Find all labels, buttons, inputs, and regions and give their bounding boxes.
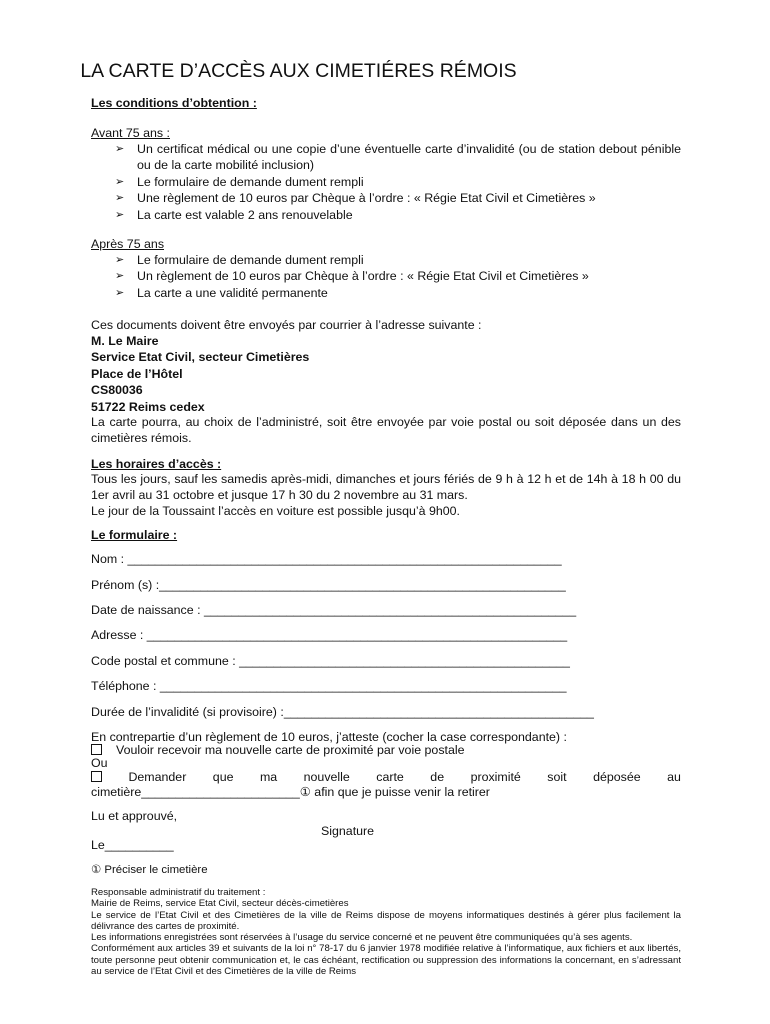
horaires-text: Tous les jours, sauf les samedis après-midi, dimanches et jours fériés de 9 h à 12 h et de 14h à 18 h 00 du 1er avril au 31 octobre et jusque 17 h 30 du 2 novembre au 31 mars. [91,472,681,503]
option-deposee [91,769,681,785]
document-title: LA CARTE D’ACCÈS AUX CIMETIÉRES RÉMOIS [80,60,517,82]
footer-line: Les informations enregistrées sont réservées à l’usage du service concerné et ne peuvent être communiquées qu’à ses agents. [91,932,633,944]
footer-line: Le service de l’Etat Civil et des Cimetières de la ville de Reims dispose de moyens informatiques destinés à gérer plus facilement la délivrance des cartes de proximité. [91,909,681,932]
duree-invalidite-field[interactable]: Durée de l’invalidité (si provisoire) :_____________________________________________ [91,705,594,719]
address-line: Place de l’Hôtel [91,366,183,381]
checkbox-postale[interactable] [91,744,102,755]
toussaint-text: Le jour de la Toussaint l’accès en voiture est possible jusqu’à 9h00. [91,504,460,518]
list-item: ➢ Un certificat médical ou une copie d’une éventuelle carte d’invalidité (ou de station debout pénible ou de la carte mobilité inclusion) [115,142,681,173]
date-naissance-field[interactable]: Date de naissance : ______________________________________________________ [91,603,577,617]
cimetiere-field[interactable]: cimetière_______________________① afin que je puisse venir la retirer [91,785,490,799]
lu-approuve: Lu et approuvé, [91,809,178,823]
arrow-bullet-icon: ➢ [115,254,125,266]
code-postal-field[interactable]: Code postal et commune : ________________________________________________ [91,654,570,668]
option-word: proximité [470,770,521,784]
footer-line: Mairie de Reims, service Etat Civil, secteur décès-cimetières [91,898,349,910]
list-item: ➢ La carte a une validité permanente [115,285,328,300]
option-word: Demander [128,770,187,784]
arrow-bullet-icon: ➢ [115,286,125,299]
option-word: déposée [593,770,641,784]
delivery-note: La carte pourra, au choix de l’administré, soit être envoyée par voie postal ou soit déposée dans un des cimetières rémois. [91,415,681,446]
arrow-bullet-icon: ➢ [115,208,125,221]
address-block [91,333,681,415]
telephone-field[interactable]: Téléphone : ___________________________________________________________ [91,679,567,693]
avant-75-list [91,141,681,223]
prenom-field[interactable]: Prénom (s) :___________________________________________________________ [91,578,566,592]
list-item: ➢ La carte est valable 2 ans renouvelable [115,207,353,222]
option-postale-label: Vouloir recevoir ma nouvelle carte de proximité par voie postale [116,743,465,757]
horaires-heading: Les horaires d’accès : [91,457,222,471]
apres-75-label: Après 75 ans [91,237,165,251]
option-word: ma [259,770,278,784]
avant-75-label: Avant 75 ans : [91,126,170,140]
footer-line: Conformément aux articles 39 et suivants de la loi n° 78-17 du 6 janvier 1978 modifiée relative à l’informatique, aux fichiers et aux libertés, toute personne peut obtenir communication et, le cas échéant, rectification ou suppression des informations la concernant, en s’adressant au service de l’Etat Civil et des Cimetières de la ville de Reims [91,943,681,978]
attest-text: En contrepartie d’un règlement de 10 euros, j’atteste (cocher la case correspondante) : [91,730,567,744]
conditions-heading: Les conditions d’obtention : [91,96,257,110]
adresse-field[interactable]: Adresse : _____________________________________________________________ [91,628,568,642]
option-word: de [430,770,445,784]
formulaire-heading: Le formulaire : [91,528,178,542]
list-item: ➢ Une règlement de 10 euros par Chèque à l’ordre : « Régie Etat Civil et Cimetières » [115,191,596,206]
signature-label: Signature [321,824,375,838]
le-field[interactable]: Le__________ [91,838,174,852]
address-line: Service Etat Civil, secteur Cimetières [91,350,310,365]
checkbox-deposee[interactable] [91,769,102,785]
arrow-bullet-icon: ➢ [115,192,125,205]
list-item: ➢ Le formulaire de demande dument rempli [115,174,364,189]
option-word: soit [547,770,567,784]
ou-text: Ou [91,756,108,770]
option-word: que [212,770,234,784]
address-line: CS80036 [91,383,143,398]
footer-line: Responsable administratif du traitement : [91,887,266,898]
address-line: 51722 Reims cedex [91,399,205,414]
option-word: au [667,770,681,784]
address-line: M. Le Maire [91,334,159,348]
list-item: ➢ Un règlement de 10 euros par Chèque à l’ordre : « Régie Etat Civil et Cimetières » [115,269,589,284]
arrow-bullet-icon: ➢ [115,143,125,155]
nom-field[interactable]: Nom : _______________________________________________________________ [91,552,562,566]
cimetiere-footnote: ① Préciser le cimetière [91,864,208,876]
apres-75-list [91,252,681,301]
legal-footer [91,887,681,977]
address-intro: Ces documents doivent être envoyés par courrier à l’adresse suivante : [91,318,482,332]
arrow-bullet-icon: ➢ [115,270,125,283]
option-word: carte [376,770,404,784]
arrow-bullet-icon: ➢ [115,175,125,188]
option-word: nouvelle [303,770,350,784]
list-item: ➢ Le formulaire de demande dument rempli [115,253,364,267]
